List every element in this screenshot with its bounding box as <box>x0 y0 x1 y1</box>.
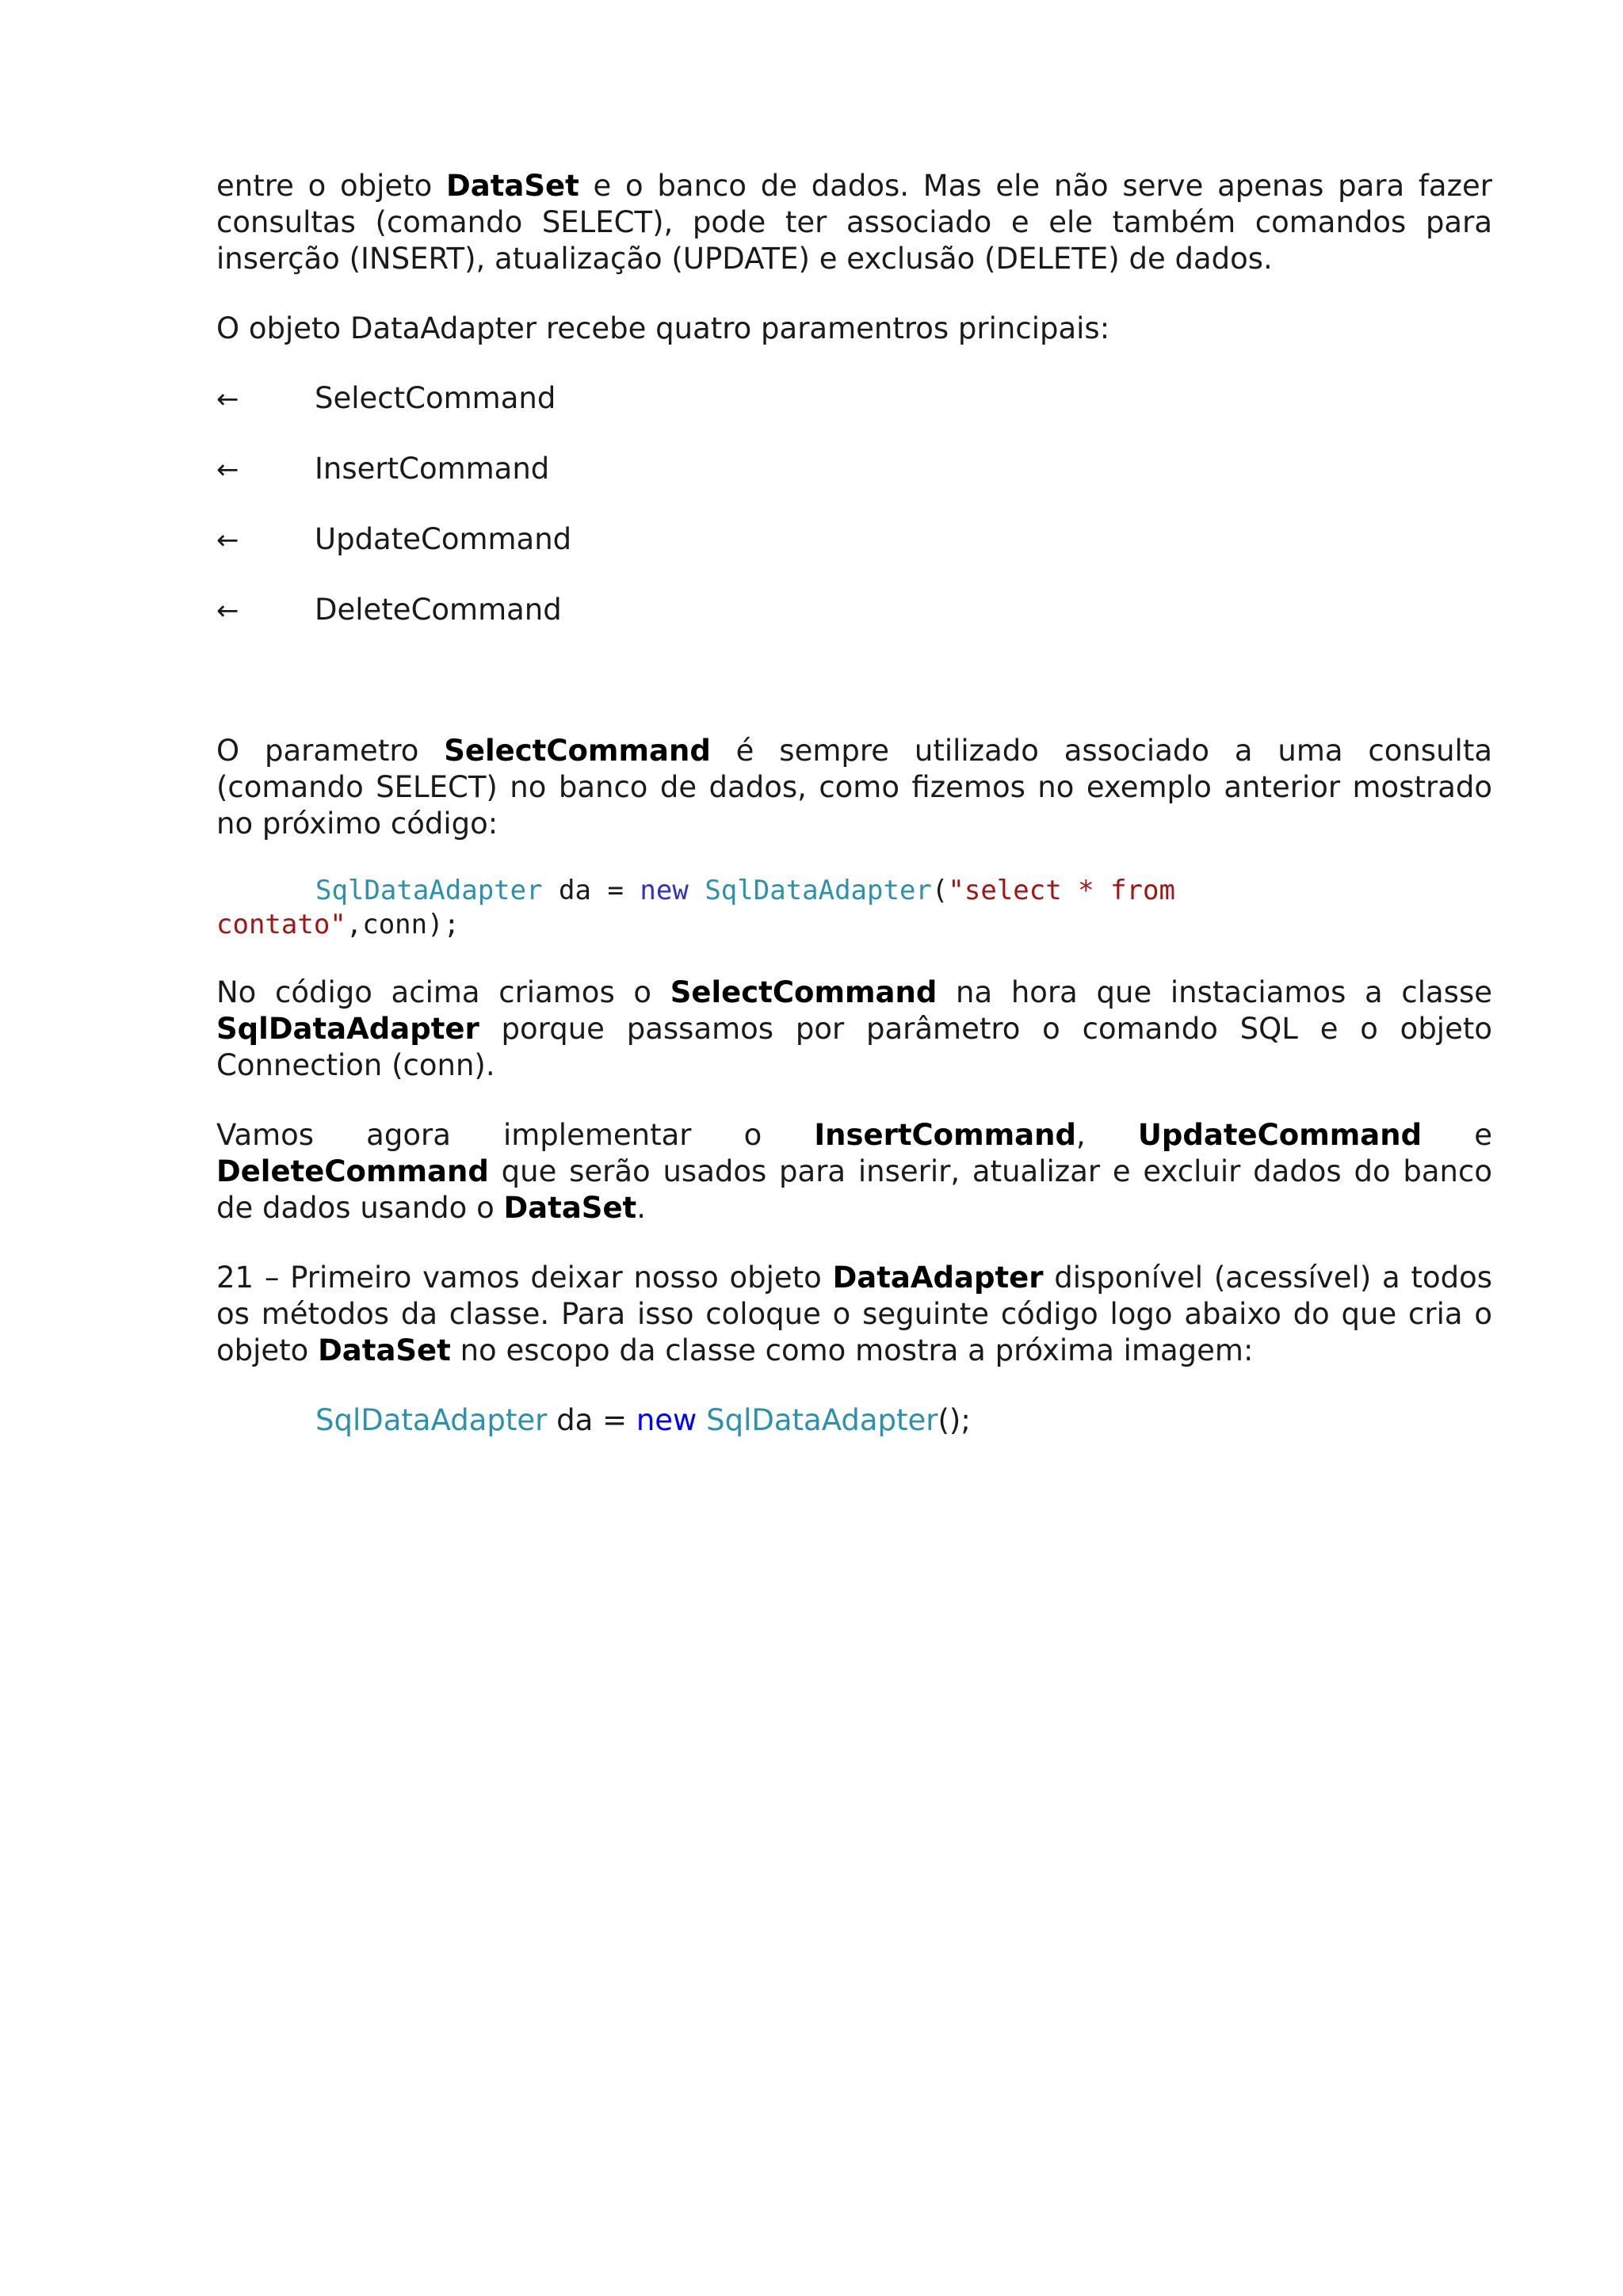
paragraph-selectcommand <box>216 733 1492 842</box>
paragraph-dataadapter-params: O objeto DataAdapter recebe quatro paramentros principais: <box>216 311 1110 345</box>
bold-sqldataadapter: SqlDataAdapter <box>216 1012 479 1046</box>
text: é sempre utilizado associado a uma consulta (comando SELECT) no banco de dados, como fizemos no exemplo anterior mostrado no próximo código: <box>216 734 1492 841</box>
code-block-declaration <box>216 1402 1492 1439</box>
bold-dataset: DataSet <box>503 1191 637 1225</box>
text: na hora que instaciamos a classe <box>937 975 1492 1009</box>
arrow-left-icon: ← <box>216 595 239 627</box>
text: porque passamos por parâmetro o comando SQL e o objeto Connection (conn). <box>216 1012 1492 1082</box>
text: entre o objeto <box>216 169 447 203</box>
command-list <box>216 380 1492 628</box>
code-type: SqlDataAdapter <box>706 1403 938 1437</box>
bold-updatecommand: UpdateCommand <box>1137 1118 1423 1152</box>
text: No código acima criamos o <box>216 975 670 1009</box>
code-line <box>216 908 1492 942</box>
list-item <box>216 521 1492 558</box>
paragraph-code-explanation <box>216 974 1492 1084</box>
bold-selectcommand: SelectCommand <box>670 975 938 1009</box>
code-text: ( <box>931 875 949 906</box>
code-text: da = <box>547 1403 636 1437</box>
text: e o banco de dados. Mas ele não serve apenas para fazer consultas (comando SELECT), pode ter associado e ele também comandos para inserção (INSERT), atualização (UPDATE) e exclusão (DELETE) de dados. <box>216 169 1493 276</box>
page-content <box>216 168 1492 1439</box>
code-text: (); <box>938 1403 971 1437</box>
list-item <box>216 592 1492 628</box>
list-item-label: DeleteCommand <box>315 593 562 627</box>
arrow-left-icon: ← <box>216 454 239 486</box>
text: Vamos agora implementar o <box>216 1118 815 1152</box>
code-space <box>697 1403 706 1437</box>
text: . <box>636 1191 646 1225</box>
text: O parametro <box>216 734 445 768</box>
bold-dataset: DataSet <box>318 1333 451 1367</box>
code-text: da = <box>542 875 640 906</box>
text: e <box>1422 1118 1492 1152</box>
code-text: ,conn); <box>346 909 460 940</box>
bold-selectcommand: SelectCommand <box>444 734 711 768</box>
bold-insertcommand: InsertCommand <box>814 1118 1076 1152</box>
code-type: SqlDataAdapter <box>705 875 932 906</box>
code-line <box>216 874 1492 908</box>
text: 21 – Primeiro vamos deixar nosso objeto <box>216 1261 833 1295</box>
code-type: SqlDataAdapter <box>315 1403 548 1437</box>
code-keyword: new <box>636 1403 697 1437</box>
arrow-left-icon: ← <box>216 383 239 415</box>
list-item-label: InsertCommand <box>315 452 550 486</box>
code-string: "select * from <box>948 875 1175 906</box>
code-keyword: new <box>640 875 689 906</box>
code-block-select <box>216 874 1492 942</box>
text: no escopo da classe como mostra a próxima imagem: <box>450 1333 1254 1367</box>
bold-deletecommand: DeleteCommand <box>216 1154 489 1188</box>
list-item <box>216 451 1492 487</box>
code-space <box>689 875 705 906</box>
arrow-left-icon: ← <box>216 524 239 556</box>
paragraph-dataset-intro <box>216 168 1492 277</box>
list-item <box>216 380 1492 417</box>
list-item-label: SelectCommand <box>315 381 556 415</box>
code-type: SqlDataAdapter <box>315 875 543 906</box>
bold-dataadapter: DataAdapter <box>832 1261 1044 1295</box>
text: disponível (acessível) a todos os métodos da classe. Para isso coloque o seguinte código logo abaixo do que cria o objeto <box>216 1261 1492 1367</box>
code-string: contato" <box>216 909 346 940</box>
paragraph-step-21 <box>216 1260 1492 1369</box>
bold-dataset: DataSet <box>446 169 579 203</box>
list-item-label: UpdateCommand <box>315 522 572 556</box>
text: que serão usados para inserir, atualizar e excluir dados do banco de dados usando o <box>216 1154 1492 1225</box>
text: , <box>1075 1118 1138 1152</box>
paragraph-implement-commands <box>216 1117 1492 1226</box>
